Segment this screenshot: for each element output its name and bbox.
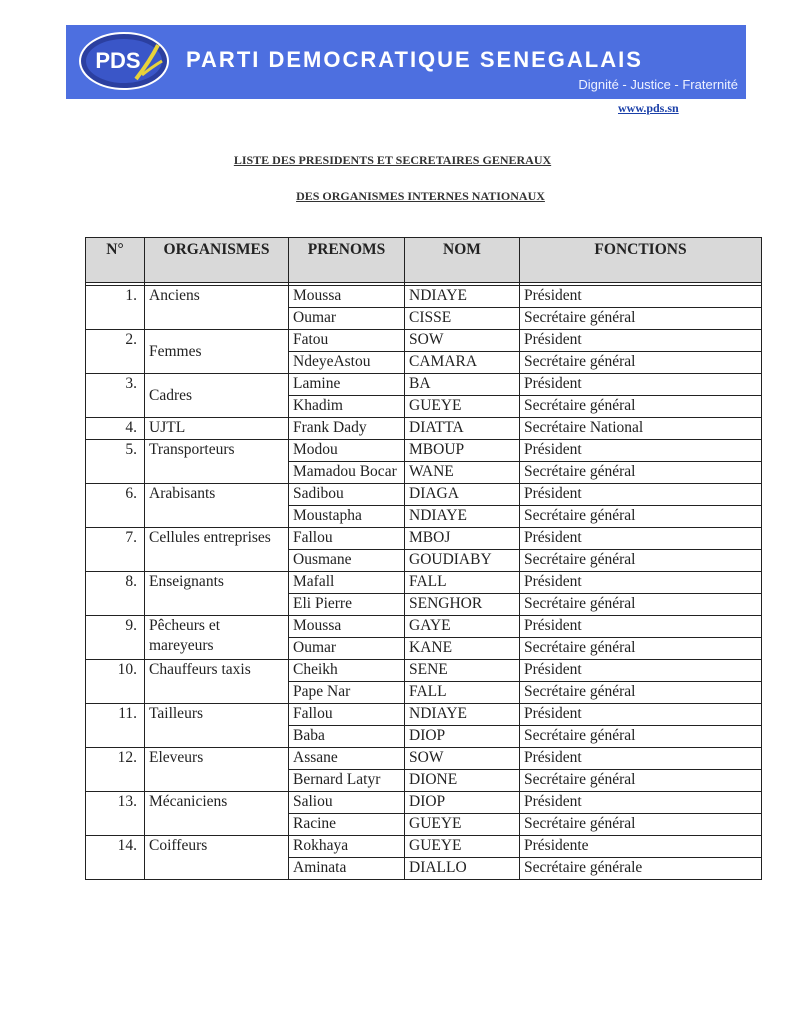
table-row	[86, 660, 762, 682]
nom-cell: SENE	[405, 660, 520, 682]
nom-cell: DIATTA	[405, 418, 520, 440]
organismes-table	[85, 237, 762, 880]
party-motto: Dignité - Justice - Fraternité	[578, 77, 738, 92]
fonction-cell: Secrétaire général	[520, 682, 762, 704]
table-row	[86, 440, 762, 462]
document-title-line2: DES ORGANISMES INTERNES NATIONAUX	[296, 189, 545, 203]
row-number: 9.	[86, 616, 145, 660]
row-number: 7.	[86, 528, 145, 572]
prenom-cell: Moussa	[289, 286, 405, 308]
organisme-name: Cellules entreprises	[145, 528, 289, 572]
prenom-cell: NdeyeAstou	[289, 352, 405, 374]
nom-cell: BA	[405, 374, 520, 396]
nom-cell: DIOP	[405, 726, 520, 748]
nom-cell: NDIAYE	[405, 286, 520, 308]
organisme-name: Femmes	[145, 330, 289, 374]
prenom-cell: Racine	[289, 814, 405, 836]
table-body	[86, 283, 762, 880]
nom-cell: GAYE	[405, 616, 520, 638]
nom-cell: NDIAYE	[405, 704, 520, 726]
fonction-cell: Secrétaire général	[520, 308, 762, 330]
prenom-cell: Cheikh	[289, 660, 405, 682]
table-row	[86, 836, 762, 858]
row-number: 4.	[86, 418, 145, 440]
organisme-name: Transporteurs	[145, 440, 289, 484]
table-row	[86, 330, 762, 352]
row-number: 12.	[86, 748, 145, 792]
table-row	[86, 704, 762, 726]
row-number: 13.	[86, 792, 145, 836]
fonction-cell: Secrétaire général	[520, 352, 762, 374]
prenom-cell: Fatou	[289, 330, 405, 352]
fonction-cell: Président	[520, 440, 762, 462]
organisme-name: Mécaniciens	[145, 792, 289, 836]
nom-cell: DIOP	[405, 792, 520, 814]
prenom-cell: Assane	[289, 748, 405, 770]
organisme-name: Cadres	[145, 374, 289, 418]
nom-cell: FALL	[405, 572, 520, 594]
table-row	[86, 748, 762, 770]
prenom-cell: Sadibou	[289, 484, 405, 506]
prenom-cell: Lamine	[289, 374, 405, 396]
fonction-cell: Secrétaire général	[520, 506, 762, 528]
table-row	[86, 286, 762, 308]
fonction-cell: Secrétaire général	[520, 462, 762, 484]
table-row	[86, 374, 762, 396]
nom-cell: SOW	[405, 330, 520, 352]
party-name: PARTI DEMOCRATIQUE SENEGALAIS	[186, 47, 643, 72]
fonction-cell: Secrétaire général	[520, 770, 762, 792]
fonction-cell: Secrétaire National	[520, 418, 762, 440]
table-row	[86, 418, 762, 440]
nom-cell: DIONE	[405, 770, 520, 792]
nom-cell: GUEYE	[405, 814, 520, 836]
row-number: 1.	[86, 286, 145, 330]
prenom-cell: Fallou	[289, 528, 405, 550]
prenom-cell: Mafall	[289, 572, 405, 594]
fonction-cell: Président	[520, 660, 762, 682]
table-row	[86, 484, 762, 506]
nom-cell: GUEYE	[405, 836, 520, 858]
prenom-cell: Khadim	[289, 396, 405, 418]
nom-cell: DIALLO	[405, 858, 520, 880]
table-row	[86, 528, 762, 550]
row-number: 6.	[86, 484, 145, 528]
fonction-cell: Président	[520, 374, 762, 396]
nom-cell: GUEYE	[405, 396, 520, 418]
fonction-cell: Secrétaire général	[520, 814, 762, 836]
fonction-cell: Secrétaire général	[520, 726, 762, 748]
prenom-cell: Eli Pierre	[289, 594, 405, 616]
prenom-cell: Moustapha	[289, 506, 405, 528]
prenom-cell: Modou	[289, 440, 405, 462]
organisme-name: Enseignants	[145, 572, 289, 616]
pds-logo	[78, 31, 170, 91]
nom-cell: DIAGA	[405, 484, 520, 506]
organisme-name: Anciens	[145, 286, 289, 330]
header-num: N°	[86, 238, 145, 283]
nom-cell: SOW	[405, 748, 520, 770]
fonction-cell: Président	[520, 704, 762, 726]
nom-cell: FALL	[405, 682, 520, 704]
nom-cell: MBOUP	[405, 440, 520, 462]
fonction-cell: Secrétaire général	[520, 594, 762, 616]
nom-cell: NDIAYE	[405, 506, 520, 528]
prenom-cell: Oumar	[289, 638, 405, 660]
fonction-cell: Présidente	[520, 836, 762, 858]
table-row	[86, 792, 762, 814]
row-number: 14.	[86, 836, 145, 880]
fonction-cell: Secrétaire général	[520, 396, 762, 418]
fonction-cell: Secrétaire général	[520, 638, 762, 660]
header-banner	[66, 25, 746, 99]
header-organismes: ORGANISMES	[145, 238, 289, 283]
fonction-cell: Président	[520, 528, 762, 550]
fonction-cell: Président	[520, 484, 762, 506]
prenom-cell: Aminata	[289, 858, 405, 880]
row-number: 2.	[86, 330, 145, 374]
nom-cell: MBOJ	[405, 528, 520, 550]
organisme-name: Tailleurs	[145, 704, 289, 748]
organisme-name: Pêcheurs et mareyeurs	[145, 616, 289, 660]
fonction-cell: Secrétaire général	[520, 550, 762, 572]
header-nom: NOM	[405, 238, 520, 283]
row-number: 11.	[86, 704, 145, 748]
prenom-cell: Oumar	[289, 308, 405, 330]
fonction-cell: Président	[520, 330, 762, 352]
prenom-cell: Bernard Latyr	[289, 770, 405, 792]
prenom-cell: Frank Dady	[289, 418, 405, 440]
organisme-name: Chauffeurs taxis	[145, 660, 289, 704]
website-link[interactable]: www.pds.sn	[618, 101, 679, 115]
row-number: 3.	[86, 374, 145, 418]
row-number: 8.	[86, 572, 145, 616]
organisme-name: UJTL	[145, 418, 289, 440]
organisme-name: Arabisants	[145, 484, 289, 528]
fonction-cell: Président	[520, 572, 762, 594]
prenom-cell: Mamadou Bocar	[289, 462, 405, 484]
prenom-cell: Baba	[289, 726, 405, 748]
fonction-cell: Président	[520, 286, 762, 308]
table-row	[86, 572, 762, 594]
header-fonctions: FONCTIONS	[520, 238, 762, 283]
organisme-name: Eleveurs	[145, 748, 289, 792]
fonction-cell: Président	[520, 792, 762, 814]
nom-cell: SENGHOR	[405, 594, 520, 616]
row-number: 5.	[86, 440, 145, 484]
document-title-line1: LISTE DES PRESIDENTS ET SECRETAIRES GENERAUX	[233, 153, 552, 167]
prenom-cell: Pape Nar	[289, 682, 405, 704]
table-header-row	[86, 238, 762, 283]
table-row	[86, 616, 762, 638]
nom-cell: KANE	[405, 638, 520, 660]
logo-text: PDS	[95, 48, 141, 73]
fonction-cell: Président	[520, 616, 762, 638]
organisme-name: Coiffeurs	[145, 836, 289, 880]
prenom-cell: Ousmane	[289, 550, 405, 572]
prenom-cell: Saliou	[289, 792, 405, 814]
nom-cell: WANE	[405, 462, 520, 484]
nom-cell: GOUDIABY	[405, 550, 520, 572]
row-number: 10.	[86, 660, 145, 704]
prenom-cell: Rokhaya	[289, 836, 405, 858]
nom-cell: CISSE	[405, 308, 520, 330]
header-prenoms: PRENOMS	[289, 238, 405, 283]
prenom-cell: Moussa	[289, 616, 405, 638]
fonction-cell: Secrétaire générale	[520, 858, 762, 880]
fonction-cell: Président	[520, 748, 762, 770]
prenom-cell: Fallou	[289, 704, 405, 726]
nom-cell: CAMARA	[405, 352, 520, 374]
